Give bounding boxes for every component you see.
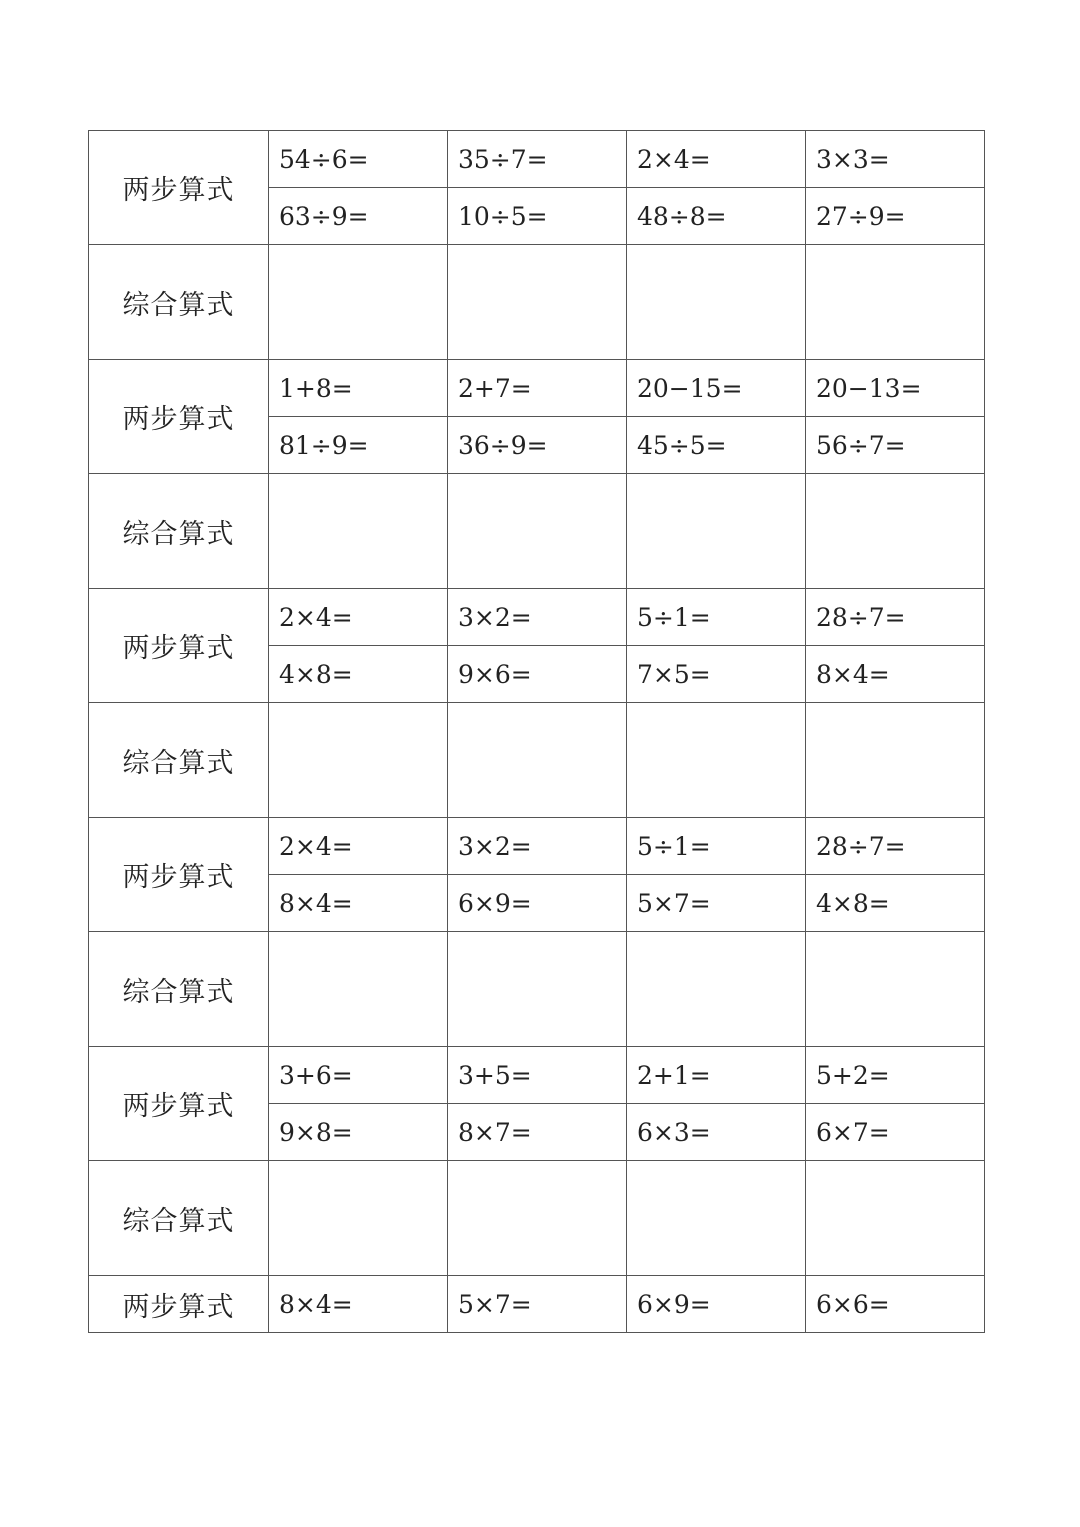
equation-cell: 5×7= [448, 1276, 627, 1333]
combined-label: 综合算式 [89, 703, 269, 818]
equation-cell: 27÷9= [806, 188, 985, 245]
two-step-row [89, 131, 985, 188]
answer-cell[interactable] [806, 474, 985, 589]
equation-cell: 4×8= [806, 875, 985, 932]
equation-cell: 8×4= [806, 646, 985, 703]
combined-row [89, 474, 985, 589]
answer-cell[interactable] [269, 474, 448, 589]
answer-cell[interactable] [627, 1161, 806, 1276]
combined-label: 综合算式 [89, 1161, 269, 1276]
two-step-row [89, 360, 985, 417]
equation-cell: 5+2= [806, 1047, 985, 1104]
two-step-row [89, 1276, 985, 1333]
equation-cell: 28÷7= [806, 818, 985, 875]
answer-cell[interactable] [627, 703, 806, 818]
equation-cell: 63÷9= [269, 188, 448, 245]
answer-cell[interactable] [269, 703, 448, 818]
equation-cell: 81÷9= [269, 417, 448, 474]
two-step-row [89, 818, 985, 875]
equation-cell: 35÷7= [448, 131, 627, 188]
equation-cell: 2×4= [627, 131, 806, 188]
combined-row [89, 1161, 985, 1276]
equation-cell: 7×5= [627, 646, 806, 703]
combined-label: 综合算式 [89, 474, 269, 589]
answer-cell[interactable] [806, 1161, 985, 1276]
answer-cell[interactable] [269, 245, 448, 360]
answer-cell[interactable] [448, 703, 627, 818]
combined-row [89, 932, 985, 1047]
two-step-label: 两步算式 [89, 589, 269, 703]
answer-cell[interactable] [627, 932, 806, 1047]
answer-cell[interactable] [448, 1161, 627, 1276]
two-step-label: 两步算式 [89, 131, 269, 245]
equation-cell: 3×2= [448, 589, 627, 646]
equation-cell: 3+5= [448, 1047, 627, 1104]
answer-cell[interactable] [627, 474, 806, 589]
answer-cell[interactable] [806, 703, 985, 818]
equation-cell: 48÷8= [627, 188, 806, 245]
equation-cell: 9×6= [448, 646, 627, 703]
equation-cell: 45÷5= [627, 417, 806, 474]
equation-cell: 8×4= [269, 875, 448, 932]
worksheet-table [88, 130, 985, 1333]
equation-cell: 6×3= [627, 1104, 806, 1161]
answer-cell[interactable] [806, 932, 985, 1047]
two-step-label: 两步算式 [89, 818, 269, 932]
combined-label: 综合算式 [89, 932, 269, 1047]
two-step-label: 两步算式 [89, 1047, 269, 1161]
answer-cell[interactable] [448, 932, 627, 1047]
equation-cell: 2+7= [448, 360, 627, 417]
two-step-label: 两步算式 [89, 360, 269, 474]
answer-cell[interactable] [269, 932, 448, 1047]
answer-cell[interactable] [448, 245, 627, 360]
equation-cell: 36÷9= [448, 417, 627, 474]
equation-cell: 2×4= [269, 589, 448, 646]
equation-cell: 20−13= [806, 360, 985, 417]
equation-cell: 6×9= [627, 1276, 806, 1333]
equation-cell: 8×4= [269, 1276, 448, 1333]
equation-cell: 10÷5= [448, 188, 627, 245]
equation-cell: 9×8= [269, 1104, 448, 1161]
answer-cell[interactable] [627, 245, 806, 360]
equation-cell: 5×7= [627, 875, 806, 932]
answer-cell[interactable] [806, 245, 985, 360]
equation-cell: 4×8= [269, 646, 448, 703]
equation-cell: 5÷1= [627, 818, 806, 875]
two-step-row [89, 1047, 985, 1104]
combined-row [89, 245, 985, 360]
two-step-label: 两步算式 [89, 1276, 269, 1333]
equation-cell: 6×9= [448, 875, 627, 932]
answer-cell[interactable] [269, 1161, 448, 1276]
equation-cell: 5÷1= [627, 589, 806, 646]
equation-cell: 6×6= [806, 1276, 985, 1333]
equation-cell: 56÷7= [806, 417, 985, 474]
equation-cell: 3×3= [806, 131, 985, 188]
combined-row [89, 703, 985, 818]
equation-cell: 3×2= [448, 818, 627, 875]
equation-cell: 3+6= [269, 1047, 448, 1104]
equation-cell: 8×7= [448, 1104, 627, 1161]
equation-cell: 1+8= [269, 360, 448, 417]
two-step-row [89, 589, 985, 646]
equation-cell: 54÷6= [269, 131, 448, 188]
equation-cell: 20−15= [627, 360, 806, 417]
equation-cell: 2×4= [269, 818, 448, 875]
combined-label: 综合算式 [89, 245, 269, 360]
answer-cell[interactable] [448, 474, 627, 589]
equation-cell: 6×7= [806, 1104, 985, 1161]
equation-cell: 28÷7= [806, 589, 985, 646]
equation-cell: 2+1= [627, 1047, 806, 1104]
